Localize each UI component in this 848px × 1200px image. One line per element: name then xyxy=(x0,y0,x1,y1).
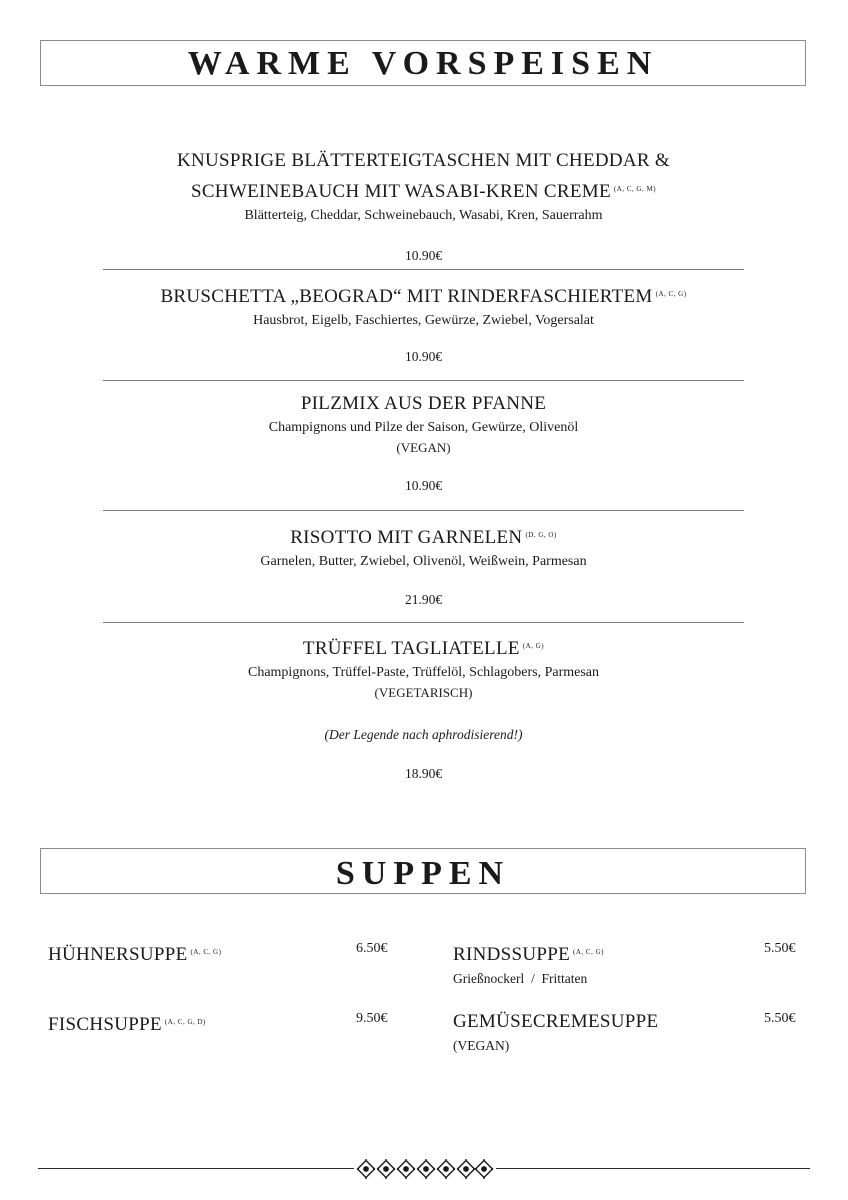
soup-name: RINDSSUPPE xyxy=(453,944,571,965)
divider xyxy=(103,622,744,623)
soup-item xyxy=(453,1010,658,1056)
soup-price: 9.50€ xyxy=(356,1011,388,1026)
soup-name: HÜHNERSUPPE xyxy=(48,944,188,965)
footer-line-left xyxy=(38,1168,354,1169)
soup-price: 5.50€ xyxy=(764,1011,796,1026)
allergen-codes: (A, C, G, M) xyxy=(613,185,657,193)
soup-price: 6.50€ xyxy=(356,941,388,956)
dish-ingredients: Hausbrot, Eigelb, Faschiertes, Gewürze, Zwiebel, Vogersalat xyxy=(253,313,594,328)
dish-price: 18.90€ xyxy=(404,766,443,781)
soup-item xyxy=(453,940,604,989)
dish-name: BRUSCHETTA „BEOGRAD“ MIT RINDERFASCHIERTEM xyxy=(160,286,653,307)
dish-name: TRÜFFEL TAGLIATELLE xyxy=(302,638,520,659)
dish-name: PILZMIX AUS DER PFANNE xyxy=(300,393,547,414)
dish-name: SCHWEINEBAUCH MIT WASABI-KREN CREME xyxy=(190,181,611,202)
section-header-suppen xyxy=(40,848,806,894)
menu-item xyxy=(103,147,744,264)
soup-item xyxy=(48,940,221,967)
dish-name-line xyxy=(103,632,744,663)
dish-ingredients: Garnelen, Butter, Zwiebel, Olivenöl, Weißwein, Parmesan xyxy=(260,554,587,569)
soup-price: 5.50€ xyxy=(764,941,796,956)
soup-subtitle: Grießnockerl / Frittaten xyxy=(453,971,588,986)
dish-diet-note: (VEGETARISCH) xyxy=(374,685,473,700)
soup-name-line xyxy=(48,1010,206,1037)
divider xyxy=(103,380,744,381)
section-title: WARME VORSPEISEN xyxy=(187,45,659,82)
dish-price: 10.90€ xyxy=(404,248,443,263)
menu-item xyxy=(103,280,744,365)
dish-price: 10.90€ xyxy=(404,349,443,364)
soup-item xyxy=(48,1010,206,1037)
allergen-codes: (D, G, O) xyxy=(525,531,557,539)
section-header-warme-vorspeisen xyxy=(40,40,806,86)
soup-name-line xyxy=(453,940,604,967)
dish-quote: (Der Legende nach aphrodisierend!) xyxy=(324,727,523,742)
allergen-codes: (A, C, G) xyxy=(573,948,604,956)
allergen-codes: (A, C, G) xyxy=(655,290,687,298)
soup-name: GEMÜSECREMESUPPE xyxy=(453,1011,659,1032)
dish-name-line xyxy=(103,280,744,311)
ornament-icon xyxy=(356,1158,494,1180)
dish-diet-note: (VEGAN) xyxy=(396,440,451,455)
dish-name-line: KNUSPRIGE BLÄTTERTEIGTASCHEN MIT CHEDDAR & xyxy=(176,150,671,171)
dish-ingredients: Champignons und Pilze der Saison, Gewürze, Olivenöl xyxy=(268,420,579,435)
section-title: SUPPEN xyxy=(335,855,511,892)
dish-ingredients: Champignons, Trüffel-Paste, Trüffelöl, Schlagobers, Parmesan xyxy=(247,665,600,680)
soup-subtitle: (VEGAN) xyxy=(453,1038,510,1053)
divider xyxy=(103,269,744,270)
dish-price: 10.90€ xyxy=(404,478,443,493)
dish-name-line xyxy=(103,175,744,206)
soup-name: FISCHSUPPE xyxy=(48,1014,162,1035)
menu-item xyxy=(103,390,744,494)
soup-name-line xyxy=(48,940,221,967)
dish-name: RISOTTO MIT GARNELEN xyxy=(290,527,523,548)
allergen-codes: (A, C, G) xyxy=(190,948,222,956)
divider xyxy=(103,510,744,511)
menu-item xyxy=(103,521,744,608)
allergen-codes: (A, C, G, D) xyxy=(164,1018,206,1026)
allergen-codes: (A, G) xyxy=(522,642,545,650)
dish-name-line xyxy=(103,521,744,552)
menu-item xyxy=(103,632,744,782)
dish-price: 21.90€ xyxy=(404,592,443,607)
dish-ingredients: Blätterteig, Cheddar, Schweinebauch, Wasabi, Kren, Sauerrahm xyxy=(244,208,603,223)
footer-line-right xyxy=(496,1168,810,1169)
